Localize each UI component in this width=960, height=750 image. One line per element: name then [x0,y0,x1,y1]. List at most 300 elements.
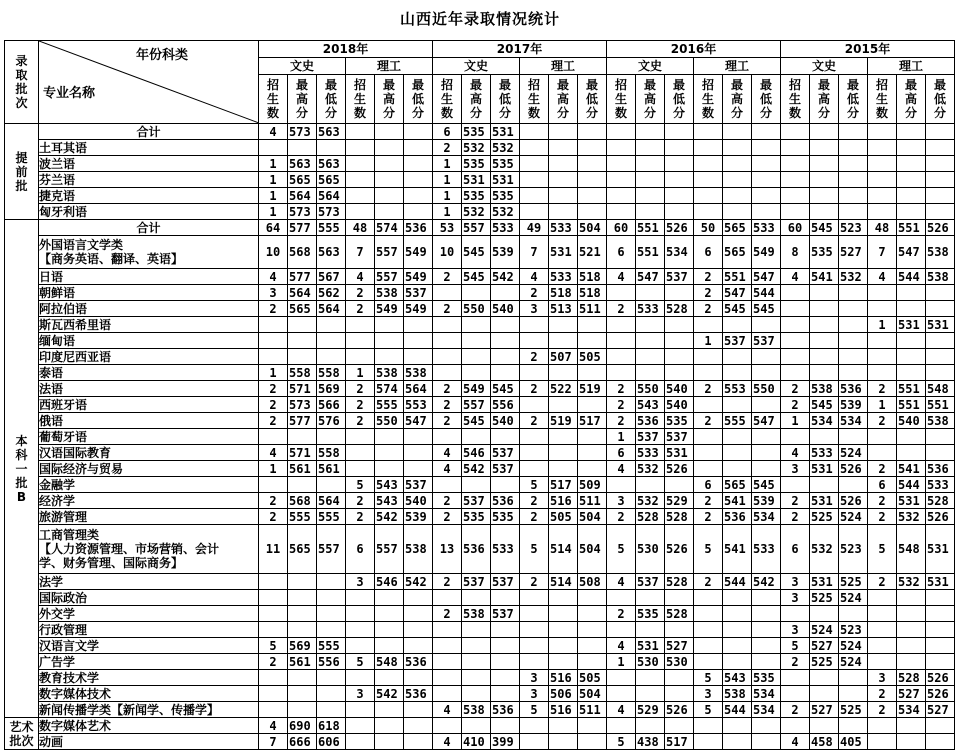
enrollment-count [607,156,636,172]
max-score: 666 [288,734,317,750]
max-score [549,734,578,750]
max-score: 565 [723,477,752,493]
min-score: 528 [665,606,694,622]
table-row [5,461,955,477]
enrollment-count [433,590,462,606]
min-score: 555 [317,220,346,236]
max-score: 528 [636,509,665,525]
max-score: 538 [462,702,491,718]
max-score: 532 [897,509,926,525]
max-score [462,285,491,301]
enrollment-count [520,172,549,188]
max-score [723,124,752,140]
max-score: 549 [462,381,491,397]
enrollment-count [520,606,549,622]
enrollment-count [433,477,462,493]
enrollment-count: 2 [781,702,810,718]
max-score [723,349,752,365]
enrollment-count-header: 招 生 数 [607,75,636,124]
max-score: 543 [375,477,404,493]
enrollment-count: 13 [433,525,462,574]
min-score [752,317,781,333]
enrollment-count: 2 [433,301,462,317]
major-name: 俄语 [39,413,259,429]
max-score [723,397,752,413]
enrollment-count [868,622,897,638]
table-row [5,493,955,509]
min-score [839,140,868,156]
min-score: 524 [839,509,868,525]
max-score [810,172,839,188]
min-score [404,718,433,734]
max-score [462,718,491,734]
total-label: 合计 [39,220,259,236]
major-name: 波兰语 [39,156,259,172]
enrollment-count [694,654,723,670]
total-row [5,124,955,140]
min-score: 555 [317,638,346,654]
enrollment-count: 50 [694,220,723,236]
max-score: 531 [549,236,578,269]
min-score [491,317,520,333]
min-score [491,654,520,670]
max-score [897,734,926,750]
enrollment-count [694,734,723,750]
max-score: 528 [897,670,926,686]
min-score [665,365,694,381]
enrollment-count: 3 [520,686,549,702]
max-score [549,606,578,622]
max-score: 547 [723,285,752,301]
min-score: 556 [491,397,520,413]
category-header: 文史 [607,58,694,75]
table-row [5,269,955,285]
max-score: 438 [636,734,665,750]
min-score: 535 [491,188,520,204]
min-score [665,124,694,140]
min-score [926,124,955,140]
enrollment-count: 2 [259,413,288,429]
min-score: 544 [752,285,781,301]
min-score [578,734,607,750]
min-score: 549 [752,236,781,269]
max-score [810,365,839,381]
min-score [839,718,868,734]
min-score [752,718,781,734]
enrollment-count: 5 [346,477,375,493]
enrollment-count [433,654,462,670]
min-score: 556 [317,654,346,670]
min-score-header: 最 低 分 [578,75,607,124]
major-name: 国际经济与贸易 [39,461,259,477]
min-score: 563 [317,124,346,140]
min-score: 535 [665,413,694,429]
max-score [897,638,926,654]
min-score: 504 [578,509,607,525]
min-score [926,734,955,750]
enrollment-count: 48 [868,220,897,236]
min-score: 537 [665,429,694,445]
max-score [288,574,317,590]
enrollment-count [607,622,636,638]
enrollment-count-header: 招 生 数 [781,75,810,124]
min-score: 542 [752,574,781,590]
min-score: 547 [752,413,781,429]
max-score [723,317,752,333]
enrollment-count: 2 [694,269,723,285]
max-score: 548 [375,654,404,670]
min-score [926,654,955,670]
max-score [375,204,404,220]
enrollment-count: 2 [520,285,549,301]
min-score [578,188,607,204]
enrollment-count: 2 [346,493,375,509]
max-score: 542 [375,509,404,525]
min-score: 518 [578,285,607,301]
max-score: 531 [810,493,839,509]
min-score [491,365,520,381]
min-score [404,204,433,220]
max-score [375,156,404,172]
min-score [317,140,346,156]
max-score [636,365,665,381]
enrollment-count [868,734,897,750]
enrollment-count [520,429,549,445]
max-score [462,686,491,702]
major-name: 捷克语 [39,188,259,204]
max-score: 542 [462,461,491,477]
enrollment-count [781,140,810,156]
enrollment-count: 4 [781,734,810,750]
min-score: 542 [491,269,520,285]
max-score [462,654,491,670]
major-name: 印度尼西亚语 [39,349,259,365]
major-name: 朝鲜语 [39,285,259,301]
min-score: 537 [404,285,433,301]
enrollment-count: 2 [259,301,288,317]
min-score [404,317,433,333]
min-score: 618 [317,718,346,734]
enrollment-count: 2 [694,509,723,525]
enrollment-count [781,172,810,188]
enrollment-count [520,140,549,156]
max-score-header: 最 高 分 [549,75,578,124]
min-score [665,188,694,204]
enrollment-count: 2 [694,493,723,509]
enrollment-count: 4 [433,461,462,477]
enrollment-count: 2 [781,509,810,525]
table-row [5,702,955,718]
major-name: 阿拉伯语 [39,301,259,317]
enrollment-count: 3 [694,686,723,702]
min-score: 566 [317,397,346,413]
enrollment-count: 6 [868,477,897,493]
enrollment-count [520,333,549,349]
min-score: 558 [317,365,346,381]
min-score: 533 [752,220,781,236]
max-score: 535 [462,124,491,140]
min-score [317,606,346,622]
max-score: 531 [636,638,665,654]
max-score [723,204,752,220]
enrollment-count: 4 [433,702,462,718]
max-score: 535 [636,606,665,622]
diagonal-header-cell [39,41,259,124]
min-score: 526 [926,686,955,702]
enrollment-count: 11 [259,525,288,574]
min-score [926,718,955,734]
min-score [317,429,346,445]
major-name: 缅甸语 [39,333,259,349]
max-score [723,156,752,172]
min-score [578,638,607,654]
max-score [723,140,752,156]
table-row [5,525,955,574]
enrollment-count [346,156,375,172]
min-score: 399 [491,734,520,750]
enrollment-count [433,670,462,686]
max-score: 537 [636,429,665,445]
max-score: 545 [462,236,491,269]
enrollment-count: 2 [694,413,723,429]
max-score: 532 [462,204,491,220]
total-label: 合计 [39,124,259,140]
category-header: 文史 [259,58,346,75]
year-header: 2015年 [781,41,955,58]
min-score [578,397,607,413]
max-score [636,670,665,686]
enrollment-count: 2 [520,574,549,590]
max-score: 546 [375,574,404,590]
max-score [810,606,839,622]
max-score [549,317,578,333]
enrollment-count [346,638,375,654]
min-score: 569 [317,381,346,397]
min-score: 535 [752,670,781,686]
enrollment-count [346,429,375,445]
enrollment-count: 2 [607,413,636,429]
year-header: 2018年 [259,41,433,58]
batch-label: 提 前 批 [5,124,39,220]
min-score [491,638,520,654]
enrollment-count [520,734,549,750]
table-row [5,349,955,365]
enrollment-count [694,140,723,156]
max-score: 550 [375,413,404,429]
max-score: 563 [288,156,317,172]
min-score: 504 [578,686,607,702]
enrollment-count [433,638,462,654]
min-score: 524 [839,638,868,654]
min-score: 540 [665,397,694,413]
enrollment-count [607,140,636,156]
min-score: 537 [404,477,433,493]
max-score [549,124,578,140]
max-score: 535 [462,509,491,525]
min-score: 537 [752,333,781,349]
max-score [897,365,926,381]
max-score: 534 [897,702,926,718]
enrollment-count [259,317,288,333]
major-name: 法语 [39,381,259,397]
max-score: 549 [375,301,404,317]
admission-statistics-table [4,40,955,750]
max-score: 551 [897,381,926,397]
enrollment-count: 2 [346,381,375,397]
min-score: 539 [491,236,520,269]
enrollment-count [607,477,636,493]
max-score [897,172,926,188]
year-header: 2017年 [433,41,607,58]
enrollment-count: 4 [607,461,636,477]
enrollment-count-header: 招 生 数 [346,75,375,124]
min-score [665,156,694,172]
max-score: 522 [549,381,578,397]
enrollment-count: 53 [433,220,462,236]
enrollment-count [694,172,723,188]
max-score [549,622,578,638]
enrollment-count [520,188,549,204]
enrollment-count: 6 [607,445,636,461]
min-score: 549 [404,236,433,269]
enrollment-count: 4 [520,269,549,285]
max-score: 532 [636,461,665,477]
max-score: 534 [810,413,839,429]
enrollment-count: 2 [520,349,549,365]
min-score [665,204,694,220]
max-score [375,590,404,606]
max-score [636,156,665,172]
min-score [926,188,955,204]
max-score [810,686,839,702]
min-score [404,124,433,140]
min-score: 534 [839,413,868,429]
max-score: 524 [810,622,839,638]
min-score: 538 [926,269,955,285]
min-score: 535 [491,156,520,172]
min-score [317,686,346,702]
enrollment-count [607,349,636,365]
min-score [491,349,520,365]
max-score: 573 [288,124,317,140]
enrollment-count [346,590,375,606]
max-score: 530 [636,654,665,670]
max-score [897,622,926,638]
max-score [810,188,839,204]
max-score-header: 最 高 分 [897,75,926,124]
min-score: 508 [578,574,607,590]
enrollment-count [259,622,288,638]
enrollment-count [868,365,897,381]
max-score: 532 [810,525,839,574]
min-score [404,172,433,188]
max-score: 551 [897,397,926,413]
max-score [549,365,578,381]
max-score: 525 [810,509,839,525]
table-row [5,734,955,750]
max-score: 535 [462,188,491,204]
table-row [5,718,955,734]
enrollment-count [781,477,810,493]
enrollment-count [346,461,375,477]
enrollment-count: 6 [346,525,375,574]
min-score [839,285,868,301]
enrollment-count [694,638,723,654]
max-score: 505 [549,509,578,525]
enrollment-count: 2 [781,654,810,670]
max-score: 531 [810,574,839,590]
max-score: 542 [375,686,404,702]
enrollment-count: 6 [607,236,636,269]
max-score [288,622,317,638]
enrollment-count: 1 [259,461,288,477]
enrollment-count: 2 [259,654,288,670]
max-score [897,429,926,445]
min-score [752,429,781,445]
min-score: 564 [317,188,346,204]
min-score [752,654,781,670]
enrollment-count [259,590,288,606]
max-score: 531 [897,493,926,509]
max-score: 535 [810,236,839,269]
max-score: 571 [288,445,317,461]
max-score: 565 [723,220,752,236]
min-score: 576 [317,413,346,429]
min-score-header: 最 低 分 [752,75,781,124]
min-score [926,349,955,365]
min-score [404,349,433,365]
min-score: 558 [317,445,346,461]
enrollment-count [433,349,462,365]
min-score [317,477,346,493]
major-name: 工商管理类 【人力资源管理、市场营销、会计 学、财务管理、国际商务】 [39,525,259,574]
min-score [839,301,868,317]
min-score: 534 [752,702,781,718]
max-score [723,461,752,477]
table-row [5,236,955,269]
min-score [578,140,607,156]
enrollment-count [781,606,810,622]
enrollment-count: 1 [259,204,288,220]
enrollment-count: 1 [433,204,462,220]
enrollment-count: 4 [607,574,636,590]
max-score [723,172,752,188]
enrollment-count [520,365,549,381]
major-name: 土耳其语 [39,140,259,156]
min-score: 531 [491,172,520,188]
max-score [636,477,665,493]
enrollment-count: 2 [694,381,723,397]
min-score: 533 [752,525,781,574]
min-score: 523 [839,220,868,236]
min-score: 529 [665,493,694,509]
min-score: 537 [491,606,520,622]
min-score-header: 最 低 分 [404,75,433,124]
enrollment-count: 1 [259,188,288,204]
enrollment-count: 6 [694,477,723,493]
min-score [665,140,694,156]
min-score [752,124,781,140]
min-score [665,172,694,188]
min-score: 564 [317,493,346,509]
max-score [375,188,404,204]
min-score: 536 [926,461,955,477]
min-score [491,429,520,445]
enrollment-count [607,188,636,204]
max-score [375,429,404,445]
max-score [375,124,404,140]
enrollment-count [781,365,810,381]
